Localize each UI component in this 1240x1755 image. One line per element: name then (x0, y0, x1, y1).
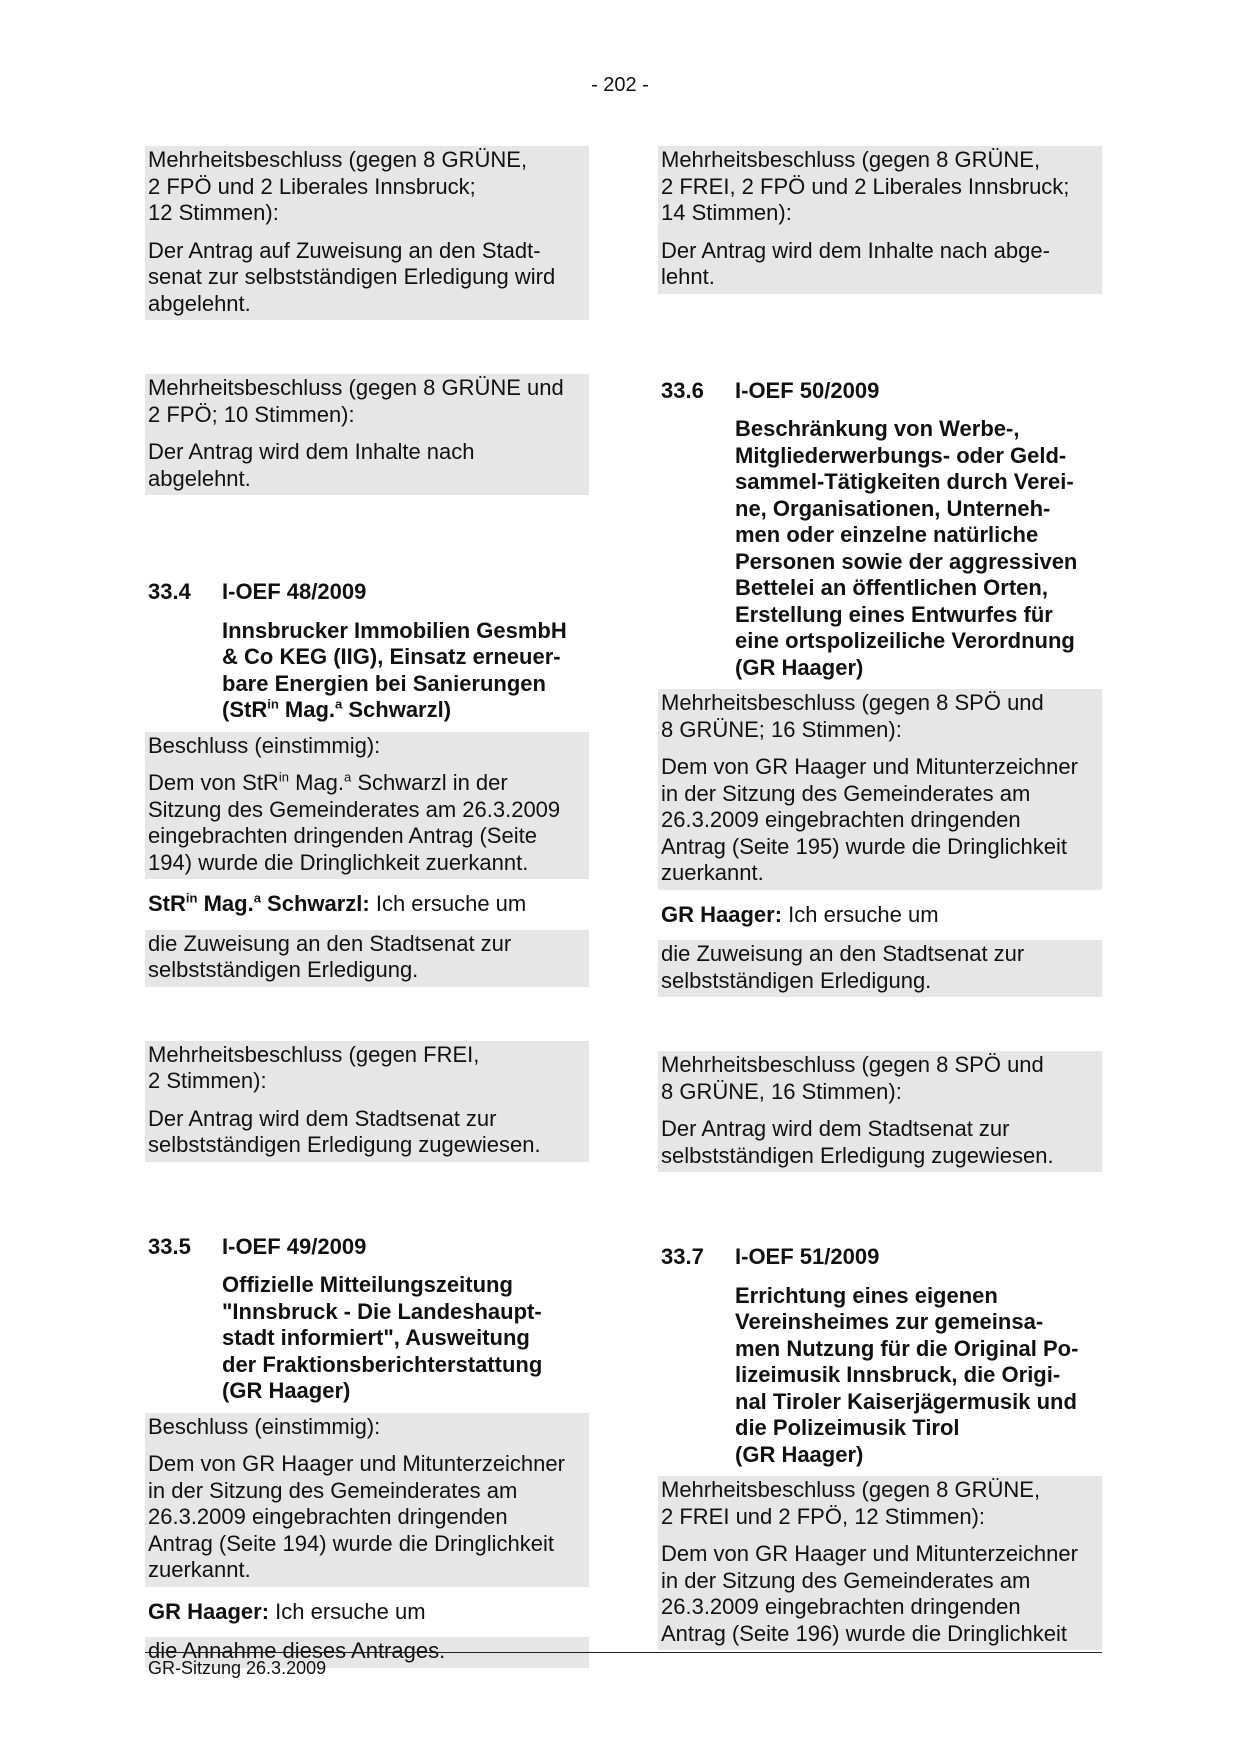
decision-box (145, 1413, 589, 1587)
decision-text: Dem von GR Haager und Mitunterzeichner in der Sitzung des Gemeinderates am 26.3.2009 eingebrachten dringenden Antrag (Seite 196) wurde die Dringlichkeit (661, 1541, 1078, 1646)
section-number: 33.5 (148, 1233, 191, 1259)
section-heading-33-6 (658, 378, 1102, 405)
resolution-text: Der Antrag wird dem Stadtsenat zur selbstständigen Erledigung zugewiesen. (148, 1105, 541, 1157)
speaker-line: GR Haager: Ich ersuche um (661, 901, 939, 927)
right-column (658, 146, 1102, 1662)
decision-box (145, 732, 589, 880)
speaker-line: StR$^{in}$ Mag.$^a$ Schwarzl: Ich ersuche um (148, 890, 527, 916)
section-number: 33.4 (148, 579, 191, 604)
section-title: Errichtung eines eigenen Vereinsheimes zur gemeinsa- men Nutzung für die Original Po- lizeimusik Innsbruck, die Origi- nal Tiroler Kaiserjägermusik und die Polizeimusik Tirol (GR Haager) (735, 1282, 1079, 1467)
resolution-text: Der Antrag wird dem Inhalte nach abgelehnt. (148, 439, 475, 491)
resolution-box (145, 1041, 589, 1162)
section-code: I-OEF 48/2009 (222, 579, 367, 604)
footer-text: GR-Sitzung 26.3.2009 (148, 1658, 327, 1678)
resolution-text: Der Antrag wird dem Inhalte nach abge- lehnt. (661, 237, 1050, 289)
section-number: 33.7 (661, 1244, 704, 1269)
resolution-box (658, 1051, 1102, 1172)
decision-label: Beschluss (einstimmig): (148, 1413, 381, 1439)
section-code: I-OEF 49/2009 (222, 1233, 367, 1259)
section-heading-33-5 (145, 1234, 589, 1261)
section-code: I-OEF 51/2009 (735, 1244, 880, 1269)
resolution-text: Der Antrag auf Zuweisung an den Stadt- senat zur selbstständigen Erledigung wird abgelehnt. (148, 237, 556, 316)
footer-divider (145, 1652, 1102, 1653)
decision-box (658, 1476, 1102, 1650)
page-number: - 202 - (591, 74, 649, 96)
section-heading-33-7 (658, 1244, 1102, 1271)
decision-box (658, 689, 1102, 890)
decision-label: Mehrheitsbeschluss (gegen 8 GRÜNE, 2 FREI und 2 FPÖ, 12 Stimmen): (661, 1477, 1041, 1529)
section-title: Beschränkung von Werbe-, Mitgliederwerbungs- oder Geld- sammel-Tätigkeiten durch Verei- ne, Organisationen, Unterneh- men oder einzelne natürliche Personen sowie der aggressiven Bettelei an öffentlichen Orten, Erstellung eines Entwurfes für eine ortspolizeiliche Verordnung (GR Haager) (735, 416, 1078, 680)
speaker-line: GR Haager: Ich ersuche um (148, 1598, 426, 1624)
request-text: die Zuweisung an den Stadtsenat zur selbstständigen Erledigung. (661, 941, 1025, 993)
decision-label: Mehrheitsbeschluss (gegen 8 SPÖ und 8 GRÜNE; 16 Stimmen): (661, 690, 1044, 742)
resolution-text: Der Antrag wird dem Stadtsenat zur selbstständigen Erledigung zugewiesen. (661, 1116, 1054, 1168)
request-text: die Annahme dieses Antrages. (148, 1638, 446, 1663)
decision-text: Dem von StR$^{in}$ Mag.$^a$ Schwarzl in der Sitzung des Gemeinderates am 26.3.2009 eingebrachten dringenden Antrag (Seite 194) wurde die Dringlichkeit zuerkannt. (148, 769, 561, 875)
resolution-vote: Mehrheitsbeschluss (gegen 8 GRÜNE, 2 FREI, 2 FPÖ und 2 Liberales Innsbruck; 14 Stimmen): (661, 147, 1070, 225)
decision-label: Beschluss (einstimmig): (148, 732, 381, 758)
section-title: Innsbrucker Immobilien GesmbH & Co KEG (IIG), Einsatz erneuer- bare Energien bei Sanierungen (StR$^{in}$ Mag.$^a$ Schwarzl) (222, 617, 567, 722)
request-text: die Zuweisung an den Stadtsenat zur selbstständigen Erledigung. (148, 930, 512, 982)
request-box (145, 930, 589, 987)
section-number: 33.6 (661, 377, 704, 403)
resolution-vote: Mehrheitsbeschluss (gegen FREI, 2 Stimmen): (148, 1041, 480, 1093)
resolution-box (658, 146, 1102, 294)
resolution-vote: Mehrheitsbeschluss (gegen 8 GRÜNE und 2 FPÖ; 10 Stimmen): (148, 375, 564, 427)
decision-text: Dem von GR Haager und Mitunterzeichner in der Sitzung des Gemeinderates am 26.3.2009 eingebrachten dringenden Antrag (Seite 194) wurde die Dringlichkeit zuerkannt. (148, 1451, 565, 1582)
section-title: Offizielle Mitteilungszeitung "Innsbruck - Die Landeshaupt- stadt informiert", Ausweitung der Fraktionsberichterstattung (GR Haager) (222, 1272, 543, 1403)
section-code: I-OEF 50/2009 (735, 377, 880, 403)
resolution-vote: Mehrheitsbeschluss (gegen 8 GRÜNE, 2 FPÖ und 2 Liberales Innsbruck; 12 Stimmen): (148, 147, 528, 225)
resolution-box (145, 146, 589, 320)
resolution-vote: Mehrheitsbeschluss (gegen 8 SPÖ und 8 GRÜNE, 16 Stimmen): (661, 1052, 1044, 1104)
request-box (658, 940, 1102, 997)
section-heading-33-4 (145, 579, 589, 606)
resolution-box (145, 374, 589, 495)
decision-text: Dem von GR Haager und Mitunterzeichner in der Sitzung des Gemeinderates am 26.3.2009 eingebrachten dringenden Antrag (Seite 195) wurde die Dringlichkeit zuerkannt. (661, 754, 1078, 885)
left-column (145, 146, 589, 1680)
